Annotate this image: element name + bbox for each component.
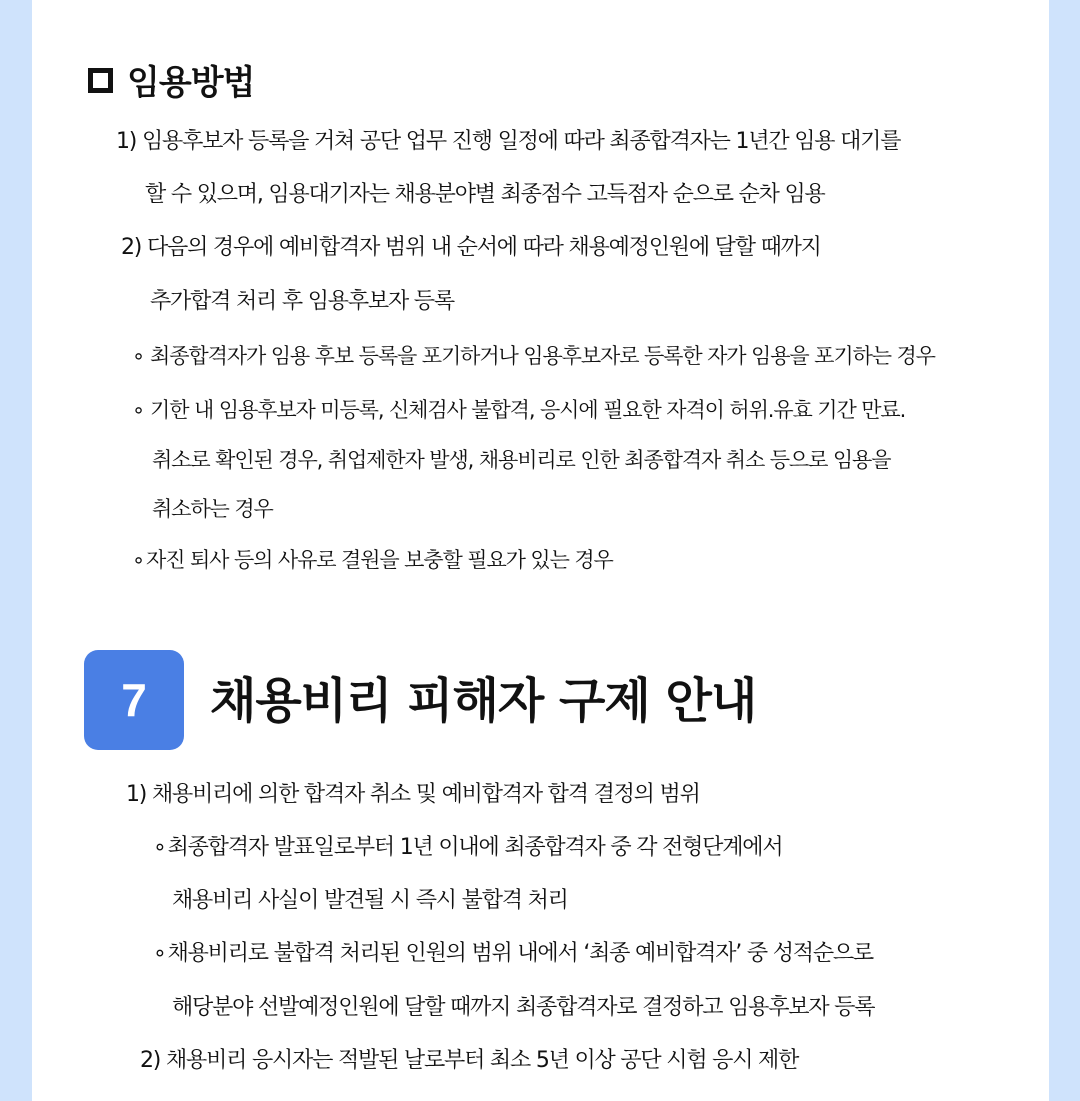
section-heading-text: 임용방법 <box>127 62 255 103</box>
section-7-title: 채용비리 피해자 구제 안내 <box>210 673 757 729</box>
appointment-item-2-line-1: 2) 다음의 경우에 예비합격자 범위 내 순서에 따라 채용예정인원에 달할 때까지 <box>121 235 821 260</box>
remedy-bullet-2 <box>153 939 873 969</box>
appointment-bullet-2 <box>132 395 905 425</box>
bullet-circle-icon: ∘ <box>153 835 166 860</box>
square-bullet-icon <box>88 68 113 93</box>
bullet-circle-icon: ∘ <box>153 941 166 966</box>
appointment-bullet-1 <box>132 341 935 371</box>
appointment-bullet-2-line-3: 취소하는 경우 <box>152 497 273 521</box>
remedy-item-2: 2) 채용비리 응시자는 적발된 날로부터 최소 5년 이상 공단 시험 응시 제한 <box>140 1048 799 1073</box>
remedy-bullet-1 <box>153 833 782 863</box>
appointment-bullet-1-text: 최종합격자가 임용 후보 등록을 포기하거나 임용후보자로 등록한 자가 임용을 포기하는 경우 <box>150 344 935 368</box>
appointment-bullet-2-line-1: 기한 내 임용후보자 미등록, 신체검사 불합격, 응시에 필요한 자격이 허위.유효 기간 만료. <box>150 398 906 422</box>
appointment-item-1-line-2: 할 수 있으며, 임용대기자는 채용분야별 최종점수 고득점자 순으로 순차 임용 <box>145 182 825 207</box>
remedy-item-1: 1) 채용비리에 의한 합격자 취소 및 예비합격자 합격 결정의 범위 <box>126 782 700 807</box>
section-number-badge: 7 <box>84 650 184 750</box>
appointment-item-2-line-2: 추가합격 처리 후 임용후보자 등록 <box>150 289 454 314</box>
remedy-bullet-1-line-1: 최종합격자 발표일로부터 1년 이내에 최종합격자 중 각 전형단계에서 <box>167 835 783 860</box>
section-heading <box>88 54 254 104</box>
remedy-bullet-2-line-2: 해당분야 선발예정인원에 달할 때까지 최종합격자로 결정하고 임용후보자 등록 <box>172 995 875 1020</box>
appointment-bullet-3-text: 자진 퇴사 등의 사유로 결원을 보충할 필요가 있는 경우 <box>146 548 613 572</box>
remedy-bullet-2-line-1: 채용비리로 불합격 처리된 인원의 범위 내에서 ‘최종 예비합격자’ 중 성적순으로 <box>167 941 873 966</box>
bullet-circle-icon: ∘ <box>132 548 145 572</box>
appointment-item-1-line-1: 1) 임용후보자 등록을 거쳐 공단 업무 진행 일정에 따라 최종합격자는 1년간 임용 대기를 <box>116 129 901 154</box>
appointment-bullet-3 <box>132 545 613 575</box>
bullet-circle-icon: ∘ <box>132 344 145 368</box>
appointment-bullet-2-line-2: 취소로 확인된 경우, 취업제한자 발생, 채용비리로 인한 최종합격자 취소 등으로 임용을 <box>152 448 891 472</box>
remedy-bullet-1-line-2: 채용비리 사실이 발견될 시 즉시 불합격 처리 <box>172 888 568 913</box>
bullet-circle-icon: ∘ <box>132 398 145 422</box>
